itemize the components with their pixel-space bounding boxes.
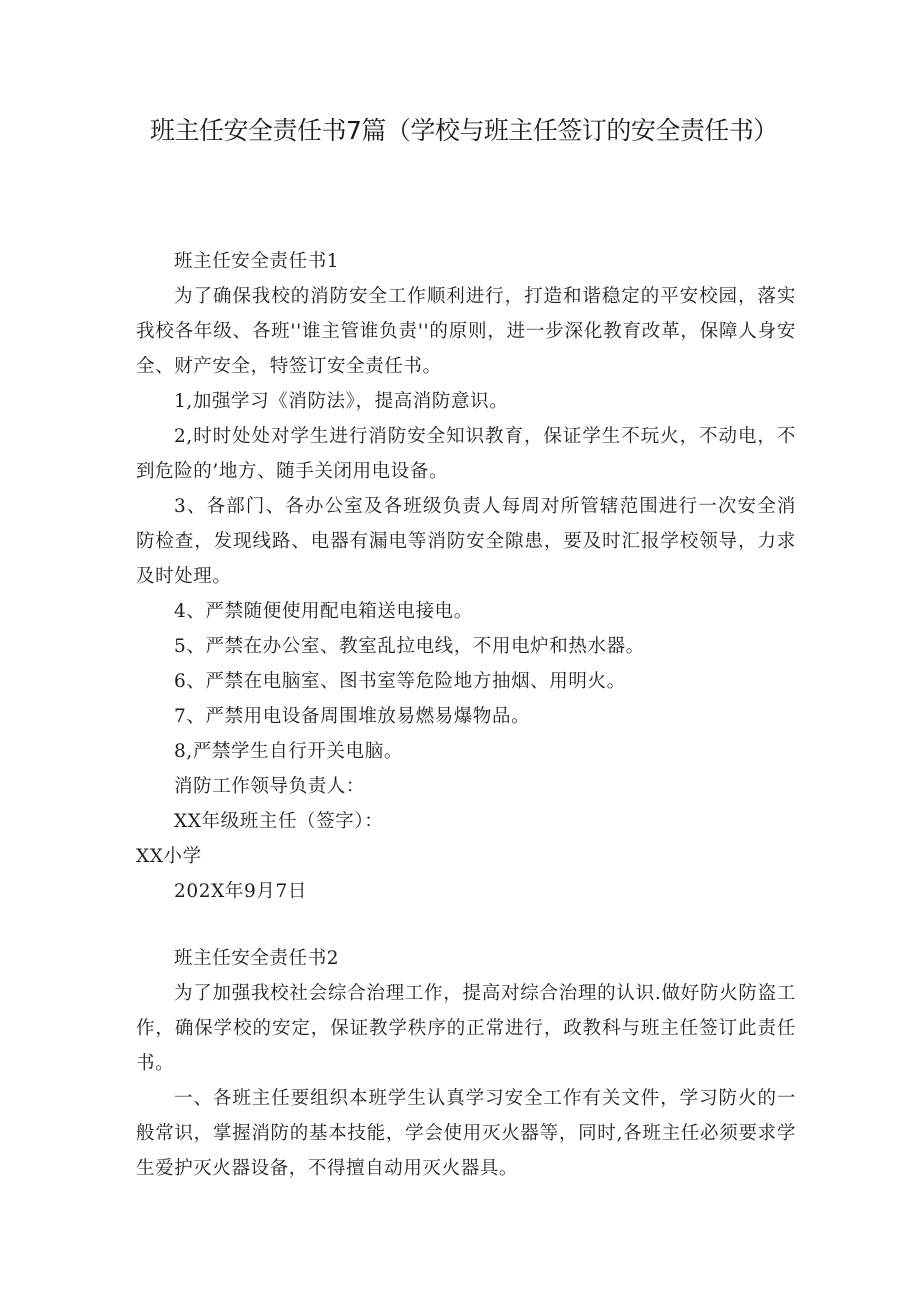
- section1-item-3: 3、各部门、各办公室及各班级负责人每周对所管辖范围进行一次安全消防检查，发现线路、电器有漏电等消防安全隙患，要及时汇报学校领导，力求及时处理。: [136, 496, 796, 587]
- section2-intro: 为了加强我校社会综合治理工作，提高对综合治理的认识.做好防火防盗工作，确保学校的安定，保证教学秩序的正常进行，政教科与班主任签订此责任书。: [136, 983, 796, 1074]
- section1-item-2: 2,时时处处对学生进行消防安全知识教育，保证学生不玩火，不动电，不到危险的’地方、随手关闭用电设备。: [136, 426, 796, 482]
- section1-item-8: 8,严禁学生自行开关电脑。: [174, 741, 403, 762]
- fire-safety-leader-label: 消防工作领导负责人：: [174, 776, 366, 797]
- section1-item-5: 5、严禁在办公室、教室乱拉电线，不用电炉和热水器。: [174, 636, 645, 657]
- section2-heading: 班主任安全责任书2: [174, 948, 340, 969]
- section1-item-7: 7、严禁用电设备周围堆放易燃易爆物品。: [174, 706, 531, 727]
- section1-item-6: 6、严禁在电脑室、图书室等危险地方抽烟、用明火。: [174, 671, 626, 692]
- section1-heading: 班主任安全责任书1: [174, 251, 340, 272]
- section1-item-4: 4、严禁随便使用配电箱送电接电。: [174, 601, 473, 622]
- signing-date: 202X年9月7日: [174, 881, 307, 902]
- teacher-signature-label: XX年级班主任（签字）：: [174, 811, 384, 832]
- document-title: 班主任安全责任书7篇（学校与班主任签订的安全责任书）: [150, 116, 778, 145]
- school-name: XX小学: [136, 846, 202, 867]
- section1-intro: 为了确保我校的消防安全工作顺利进行，打造和谐稳定的平安校园，落实我校各年级、各班''谁主管谁负责''的原则，进一步深化教育改革，保障人身安全、财产安全，特签订安全责任书。: [136, 286, 796, 377]
- section1-item-1: 1,加强学习《消防法》，提高消防意识。: [174, 391, 509, 412]
- section2-item-1: 一、各班主任要组织本班学生认真学习安全工作有关文件，学习防火的一般常识，掌握消防的基本技能，学会使用灭火器等，同时,各班主任必须要求学生爱护灭火器设备，不得擅自动用灭火器具。: [136, 1088, 796, 1179]
